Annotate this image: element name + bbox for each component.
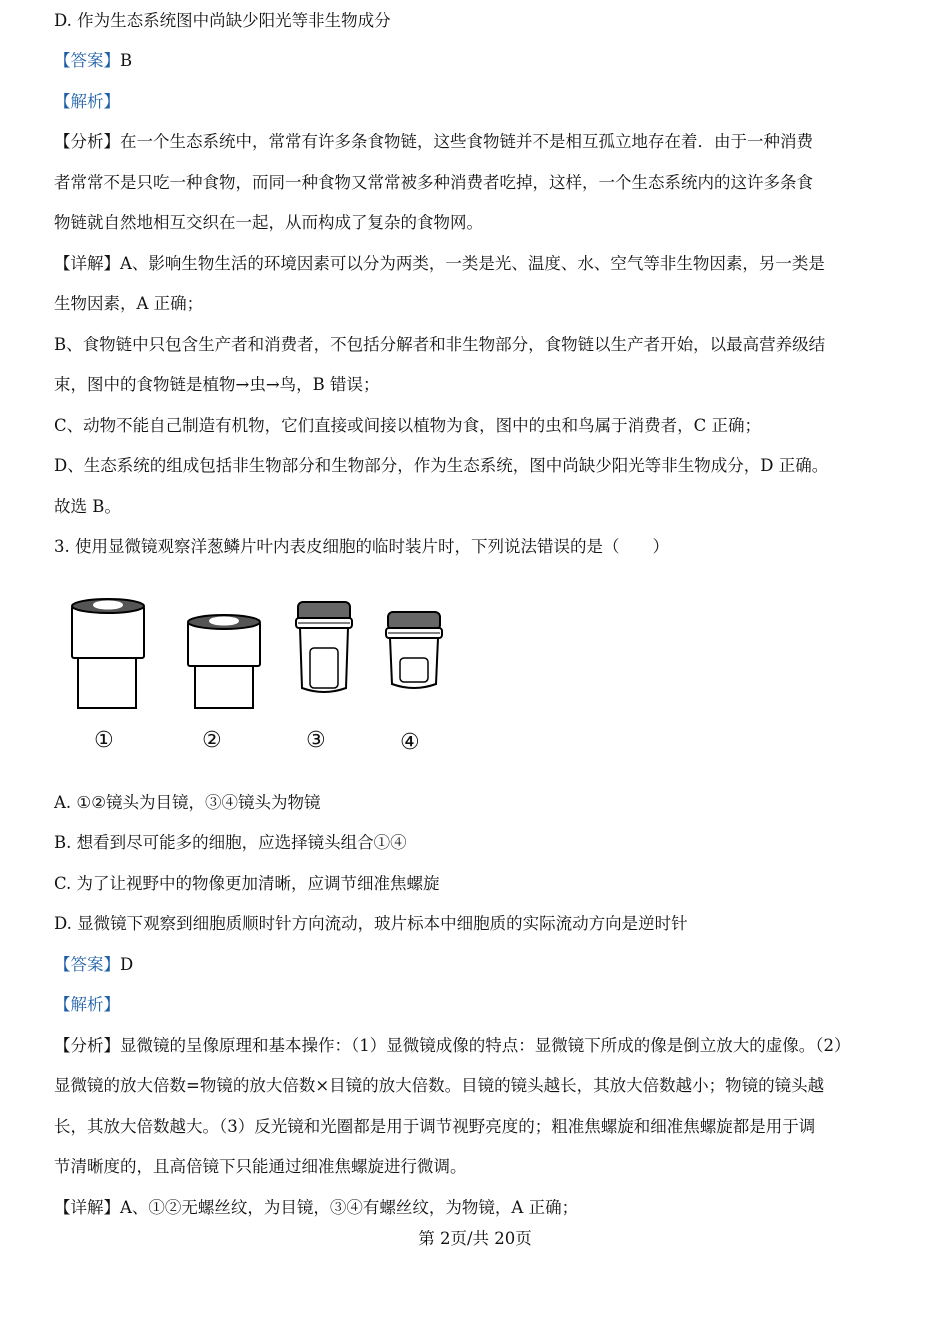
lens-label-4: ④ — [400, 730, 420, 755]
lens-figure — [60, 588, 460, 768]
fenxi-q3-line-1 — [54, 1035, 851, 1057]
lens-label-3: ③ — [306, 728, 326, 753]
analysis-heading-q3 — [54, 994, 120, 1016]
fenxi-q3-line-3: 长，其放大倍数越大。（3）反光镜和光圈都是用于调节视野亮度的；粗准焦螺旋和细准焦螺旋都是用于调 — [54, 1117, 816, 1136]
fenxi-q3-text: 显微镜的呈像原理和基本操作：（1）显微镜成像的特点：显微镜下所成的像是倒立放大的虚像。（2） — [120, 1036, 851, 1055]
answer-value: B — [120, 51, 133, 70]
option-a-q3: A. ①②镜头为目镜，③④镜头为物镜 — [54, 793, 321, 812]
option-b-q3: B. 想看到尽可能多的细胞，应选择镜头组合①④ — [54, 833, 407, 852]
page-footer: 第 2页/共 20页 — [418, 1229, 532, 1248]
answer-line-q3 — [54, 954, 133, 976]
option-c-q3: C. 为了让视野中的物像更加清晰，应调节细准焦螺旋 — [54, 874, 440, 893]
lens-label-2: ② — [202, 728, 222, 753]
xiangjie-text: A、影响生物生活的环境因素可以分为两类，一类是光、温度、水、空气等非生物因素，另一类是 — [120, 254, 825, 273]
fenxi-text: 在一个生态系统中，常常有许多条食物链，这些食物链并不是相互孤立地存在着．由于一种消费 — [120, 132, 813, 151]
eyepiece-lens-1 — [72, 599, 144, 708]
option-d-q2: D. 作为生态系统图中尚缺少阳光等非生物成分 — [54, 11, 391, 30]
xiangjie-line-6: D、生态系统的组成包括非生物部分和生物部分，作为生态系统，图中尚缺少阳光等非生物成分，D 正确。 — [54, 456, 829, 475]
xiangjie-q3-line-1 — [54, 1197, 578, 1219]
eyepiece-lens-2 — [188, 615, 260, 708]
analysis-tag: 【解析】 — [54, 92, 120, 111]
answer-line-q2 — [54, 50, 132, 72]
fenxi-line-2: 者常常不是只吃一种食物，而同一种食物又常常被多种消费者吃掉，这样，一个生态系统内的这许多条食 — [54, 173, 813, 192]
option-d-q3: D. 显微镜下观察到细胞质顺时针方向流动，玻片标本中细胞质的实际流动方向是逆时针 — [54, 914, 688, 933]
question-3: 3. 使用显微镜观察洋葱鳞片叶内表皮细胞的临时装片时，下列说法错误的是（ ） — [54, 537, 669, 556]
xiangjie-tag: 【详解】 — [54, 254, 120, 273]
fenxi-tag: 【分析】 — [54, 132, 120, 151]
fenxi-q3-line-2: 显微镜的放大倍数=物镜的放大倍数×目镜的放大倍数。目镜的镜头越长，其放大倍数越小；物镜的镜头越 — [54, 1076, 825, 1095]
analysis-heading-q2 — [54, 91, 120, 113]
fenxi-q3-line-4: 节清晰度的，且高倍镜下只能通过细准焦螺旋进行微调。 — [54, 1157, 467, 1176]
answer-tag-q3: 【答案】 — [54, 955, 120, 974]
answer-tag: 【答案】 — [54, 51, 120, 70]
objective-lens-4 — [386, 612, 442, 688]
conclusion-line: 故选 B。 — [54, 497, 121, 516]
answer-value-q3: D — [120, 955, 134, 974]
xiangjie-line-2: 生物因素，A 正确； — [54, 294, 204, 313]
lens-label-1: ① — [94, 728, 114, 753]
xiangjie-line-5: C、动物不能自己制造有机物，它们直接或间接以植物为食，图中的虫和鸟属于消费者，C 正确； — [54, 416, 761, 435]
objective-lens-3 — [296, 602, 352, 692]
fenxi-line-3: 物链就自然地相互交织在一起，从而构成了复杂的食物网。 — [54, 213, 483, 232]
xiangjie-tag-q3: 【详解】 — [54, 1198, 120, 1217]
fenxi-tag-q3: 【分析】 — [54, 1036, 120, 1055]
xiangjie-line-4: 束，图中的食物链是植物→虫→鸟，B 错误； — [54, 375, 380, 394]
xiangjie-line-3: B、食物链中只包含生产者和消费者，不包括分解者和非生物部分，食物链以生产者开始，以最高营养级结 — [54, 335, 826, 354]
analysis-tag-q3: 【解析】 — [54, 995, 120, 1014]
fenxi-line-1 — [54, 131, 813, 153]
xiangjie-q3-text: A、①②无螺丝纹，为目镜，③④有螺丝纹，为物镜，A 正确； — [120, 1198, 579, 1217]
xiangjie-line-1 — [54, 253, 825, 275]
